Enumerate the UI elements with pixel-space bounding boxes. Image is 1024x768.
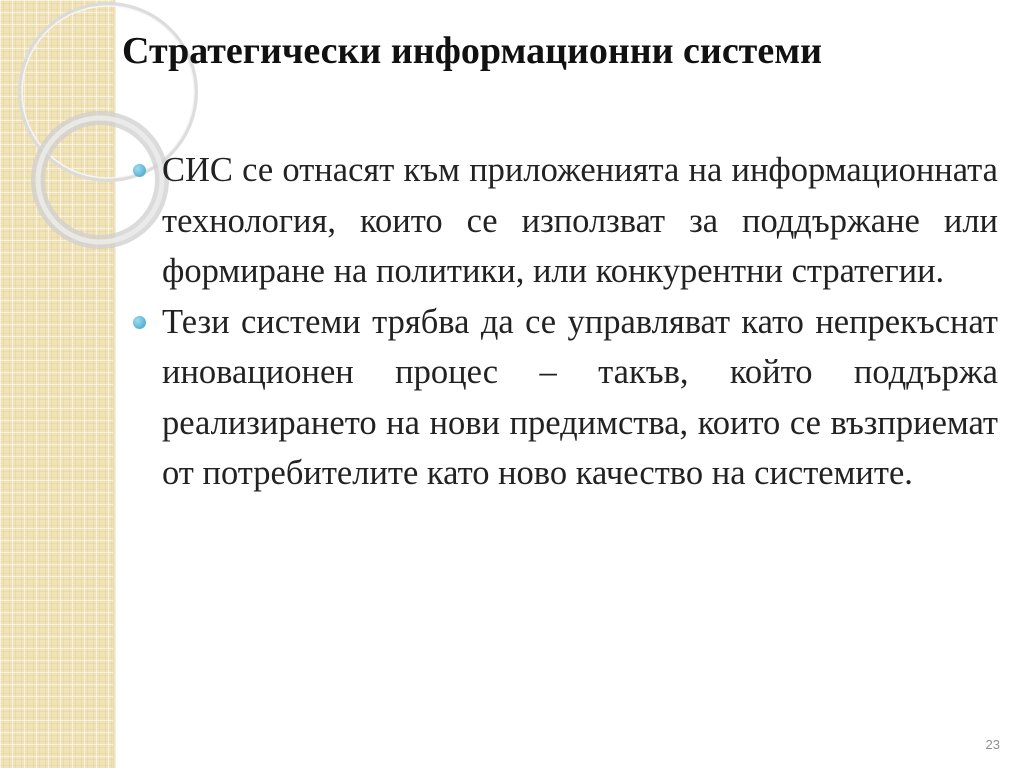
bullet-text-2: Тези системи трябва да се управляват като непрекъснат иновационен процес – такъв, който поддържа реализирането на нови предимства, които се възприемат от потребителите като ново качество на системите. [162,302,998,492]
bullet-list [130,145,998,499]
slide-page-number: 23 [985,737,1000,752]
left-decorative-strip [0,0,113,768]
strip-edge-divider [113,0,116,768]
bullet-text-1: СИС се отнасят към приложенията на информационната технология, които се използват за поддържане или формиране на политики, или конкурентни стратегии. [162,151,998,290]
bullet-item-1 [130,145,998,297]
slide-title: Стратегически информационни системи [122,30,822,72]
bullet-dot-icon [133,164,146,177]
bullet-item-2 [130,297,998,499]
bullet-dot-icon [133,316,146,329]
